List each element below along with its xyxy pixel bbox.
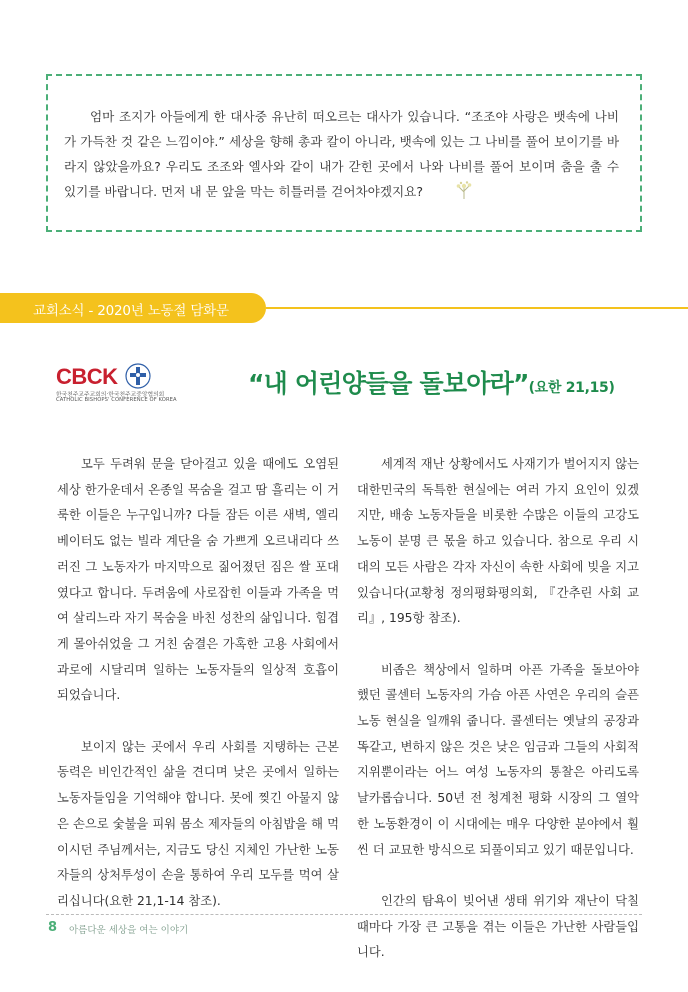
article-title-text: “내 어린양들을 돌보아라” <box>248 369 529 398</box>
paragraph: 세계적 재난 상황에서도 사재기가 벌어지지 않는 대한민국의 독특한 현실에는 여러 가지 요인이 있겠지만, 배송 노동자들을 비롯한 수많은 이들의 고강도 노동이 분명 큰 몫을 하고 있습니다. 참으로 우리 시대의 모든 사람은 각자 자신이 속한 사회에 빚을 지고 있습니다(교황청 정의평화평의회, 『간추린 사회 교리』, 195항 참조). <box>357 457 639 626</box>
paragraph: 모두 두려워 문을 닫아걸고 있을 때에도 오염된 세상 한가운데서 온종일 목숨을 걸고 땀 흘리는 이 거룩한 이들은 누구입니까? 다들 잠든 이른 새벽, 엘리베이터도 없는 빌라 계단을 숨 가쁘게 오르내리다 쓰러진 그 노동자가 마지막으로 짊어졌던 짐은 쌀 포대였다고 합니다. 두려움에 사로잡힌 이들과 가족을 먹여 살리느라 자기 목숨을 바친 성찬의 삶입니다. 힘겹게 몰아쉬었을 그 거친 숨결은 가혹한 고용 사회에서 과로에 시달리며 일하는 노동자들의 일상적 호흡이 되었습니다. <box>57 457 339 703</box>
cbck-logo <box>56 364 188 408</box>
section-banner <box>0 293 266 323</box>
footer-divider <box>46 914 642 915</box>
section-divider <box>266 307 688 309</box>
logo-mark: CBCK <box>56 364 118 389</box>
logo-english-name: CATHOLIC BISHOPS' CONFERENCE OF KOREA <box>56 397 177 403</box>
paragraph: 비좁은 책상에서 일하며 아픈 가족을 돌보아야 했던 콜센터 노동자의 가슴 아픈 사연은 우리의 슬픈 노동 현실을 일깨워 줍니다. 콜센터는 옛날의 공장과 똑같고, 변하지 않은 것은 낮은 임금과 그들의 사회적 지위뿐이라는 어느 여성 노동자의 통찰은 아리도록 날카롭습니다. 50년 전 청계천 평화 시장의 그 열악한 노동환경이 이 시대에는 매우 다양한 분야에서 훨씬 더 교묘한 방식으로 되풀이되고 있기 때문입니다. <box>357 662 639 857</box>
intro-paragraph <box>64 104 619 204</box>
section-label: 교회소식 - 2020년 노동절 담화문 <box>33 303 229 319</box>
right-column <box>357 452 639 992</box>
flower-sprig-icon <box>427 180 449 200</box>
paragraph: 보이지 않는 곳에서 우리 사회를 지탱하는 근본 동력은 비인간적인 삶을 견디며 낮은 곳에서 일하는 노동자들임을 기억해야 합니다. 못에 찢긴 아물지 않은 손으로 숯불을 피워 몸소 제자들의 아침밥을 해 먹이시던 주님께서는, 지금도 당신 지체인 가난한 노동자들의 상처투성이 손을 통하여 우리 모두를 먹여 살리십니다(요한 21,1-14 참조). <box>57 739 339 908</box>
left-column <box>57 452 339 940</box>
article-reference: (요한 21,15) <box>528 380 615 396</box>
page-number: 8 <box>48 920 58 935</box>
intro-text: 엄마 조지가 아들에게 한 대사중 유난히 떠오르는 대사가 있습니다. “조조야 사랑은 뱃속에 나비가 가득찬 것 같은 느낌이야.” 세상을 향해 총과 칼이 아니라, 뱃속에 있는 그 나비를 풀어 보이기를 바라지 않았을까요? 우리도 조조와 엘사와 같이 내가 갇힌 곳에서 나와 나비를 풀어 보이며 춤을 출 수 있기를 바랍니다. 먼저 내 문 앞을 막는 히틀러를 걷어차야겠지요? <box>64 109 619 199</box>
article-title <box>248 364 615 400</box>
paragraph: 인간의 탐욕이 빚어낸 생태 위기와 재난이 닥칠 때마다 가장 큰 고통을 겪는 이들은 가난한 사람들입니다. <box>357 893 639 960</box>
cross-emblem-icon <box>125 363 151 389</box>
logo-korean-name: 한국천주교주교회의·한국천주교중앙협의회 <box>56 392 165 398</box>
footer-title: 아름다운 세상을 여는 이야기 <box>69 925 189 936</box>
